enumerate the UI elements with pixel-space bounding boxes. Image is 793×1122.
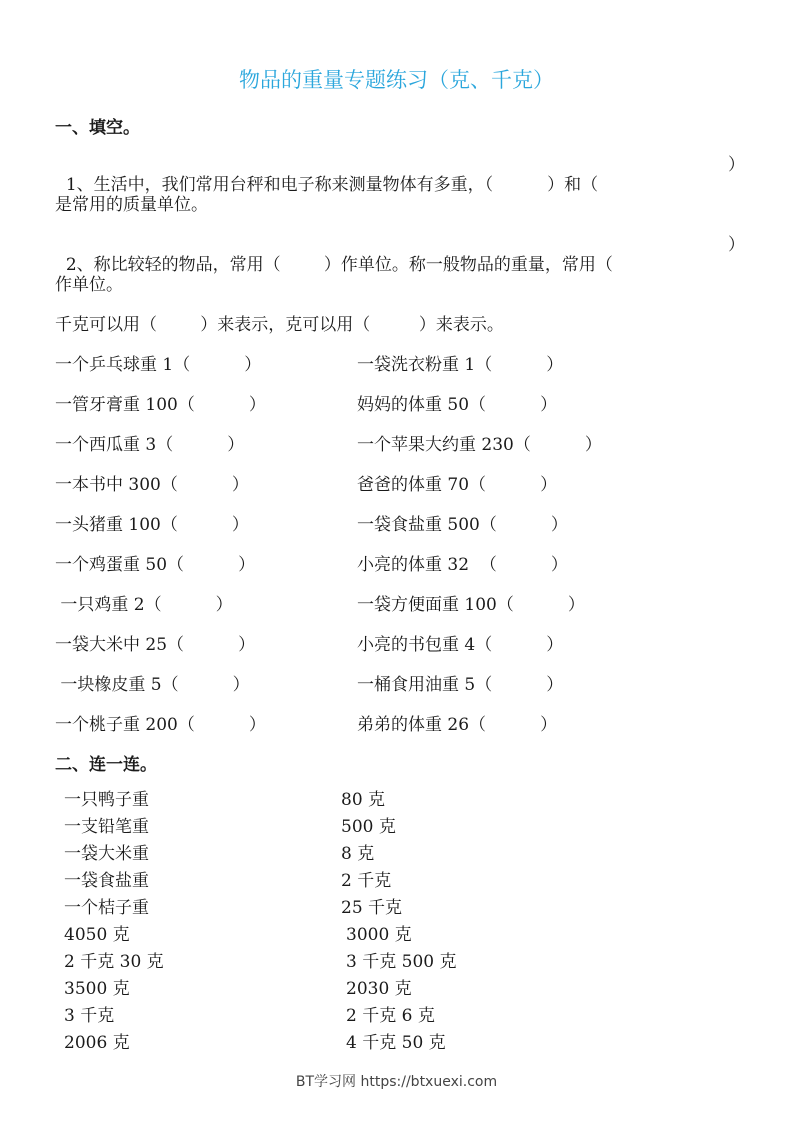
fill-item-right: 一桶食用油重 5（ ） (357, 675, 564, 695)
match-item-left: 一只鸭子重 (64, 790, 149, 810)
match-item-right: 3000 克 (346, 925, 412, 945)
match-item-right: 8 克 (341, 844, 375, 864)
question-3: 千克可以用（ ）来表示，克可以用（ ）来表示。 (55, 315, 504, 335)
fill-item-right: 弟弟的体重 26（ ） (357, 715, 558, 735)
question-2-line-2: 作单位。 (55, 275, 123, 295)
footer-watermark: BT学习网 https://btxuexi.com (295, 1074, 498, 1090)
match-item-left: 4050 克 (64, 925, 130, 945)
fill-item-right: 一袋食盐重 500（ ） (357, 515, 568, 535)
fill-item-left: 一袋大米中 25（ ） (55, 635, 256, 655)
fill-item-left: 一块橡皮重 5（ ） (55, 675, 250, 695)
section1-heading: 一、填空。 (55, 118, 140, 138)
fill-item-right: 小亮的体重 32 （ ） (357, 555, 568, 575)
match-item-left: 一支铅笔重 (64, 817, 149, 837)
match-item-right: 80 克 (341, 790, 386, 810)
match-item-right: 25 千克 (341, 898, 403, 918)
question-1-text: 1、生活中，我们常用台秤和电子称来测量物体有多重，（ ）和（ (65, 175, 599, 195)
fill-item-left: 一个乒乓球重 1（ ） (55, 355, 262, 375)
section2-heading: 二、连一连。 (55, 755, 157, 775)
match-item-left: 一个桔子重 (64, 898, 149, 918)
fill-item-right: 一袋洗衣粉重 1（ ） (357, 355, 564, 375)
fill-item-right: 一袋方便面重 100（ ） (357, 595, 585, 615)
fill-item-right: 爸爸的体重 70（ ） (357, 475, 558, 495)
fill-item-left: 一只鸡重 2（ ） (55, 595, 233, 615)
match-item-left: 一袋食盐重 (64, 871, 149, 891)
page-title: 物品的重量专题练习（克、千克） (239, 68, 554, 92)
fill-item-left: 一个鸡蛋重 50（ ） (55, 555, 256, 575)
fill-item-left: 一个西瓜重 3（ ） (55, 435, 245, 455)
question-1-paren-end: ） (728, 155, 745, 175)
match-item-right: 2 千克 (341, 871, 392, 891)
question-2-line-1 (55, 230, 745, 295)
question-2-text: 2、称比较轻的物品，常用（ ）作单位。称一般物品的重量，常用（ (65, 255, 613, 275)
match-item-right: 3 千克 500 克 (346, 952, 457, 972)
fill-item-left: 一管牙膏重 100（ ） (55, 395, 266, 415)
fill-item-left: 一本书中 300（ ） (55, 475, 249, 495)
fill-item-right: 一个苹果大约重 230（ ） (357, 435, 602, 455)
match-item-right: 2030 克 (346, 979, 412, 999)
match-item-right: 500 克 (341, 817, 396, 837)
question-2-paren-end: ） (728, 235, 745, 255)
question-1-line-2: 是常用的质量单位。 (55, 195, 208, 215)
match-item-left: 2006 克 (64, 1033, 130, 1053)
match-item-left: 2 千克 30 克 (64, 952, 164, 972)
match-item-left: 3 千克 (64, 1006, 115, 1026)
match-item-right: 4 千克 50 克 (346, 1033, 446, 1053)
fill-item-right: 妈妈的体重 50（ ） (357, 395, 558, 415)
fill-item-left: 一个桃子重 200（ ） (55, 715, 266, 735)
fill-item-right: 小亮的书包重 4（ ） (357, 635, 564, 655)
match-item-left: 一袋大米重 (64, 844, 149, 864)
fill-item-left: 一头猪重 100（ ） (55, 515, 249, 535)
match-item-right: 2 千克 6 克 (346, 1006, 435, 1026)
match-item-left: 3500 克 (64, 979, 130, 999)
